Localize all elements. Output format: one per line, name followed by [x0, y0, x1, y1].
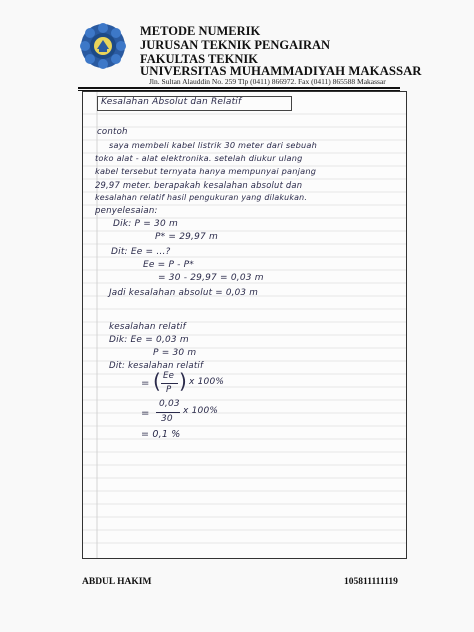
notes-line: Jadi kesalahan absolut = 0,03 m — [109, 288, 258, 298]
notes-line: P* = 29,97 m — [155, 232, 218, 242]
notes-line: contoh — [97, 127, 128, 137]
notes-line: Dit: kesalahan relatif — [109, 361, 204, 371]
notes-line: Dik: P = 30 m — [113, 219, 178, 229]
notes-line: kesalahan relatif — [109, 322, 186, 332]
notes-line: Dit: Ee = ...? — [111, 247, 171, 257]
notes-line: toko alat - alat elektronika. setelah diukur ulang — [95, 153, 303, 163]
notes-line: x 100% — [189, 377, 225, 387]
header-department: JURUSAN TEKNIK PENGAIRAN — [140, 38, 331, 52]
fraction-numerator: Ee — [163, 371, 175, 381]
notes-title: Kesalahan Absolut dan Relatif — [101, 97, 242, 107]
fraction-bar — [156, 412, 180, 413]
header-address: Jln. Sultan Alauddin No. 259 Tlp (0411) 866972. Fax (0411) 865588 Makassar — [149, 77, 386, 86]
header-university: UNIVERSITAS MUHAMMADIYAH MAKASSAR — [140, 64, 422, 78]
notes-line: kesalahan relatif hasil pengukuran yang dilakukan. — [95, 193, 308, 202]
notes-line: = 30 - 29,97 = 0,03 m — [158, 273, 264, 283]
university-logo — [79, 22, 127, 70]
author-name: ABDUL HAKIM — [82, 577, 152, 587]
header-course: METODE NUMERIK — [140, 24, 261, 38]
lined-paper — [82, 91, 407, 559]
fraction-numerator: 0,03 — [159, 399, 180, 409]
student-id: 105811111119 — [344, 577, 398, 587]
notes-line: Dik: Ee = 0,03 m — [109, 335, 189, 345]
notes-line: x 100% — [183, 406, 219, 416]
fraction-denominator: P — [166, 385, 172, 395]
header-faculty: FAKULTAS TEKNIK — [140, 52, 258, 66]
equals-sign: = — [141, 378, 150, 389]
notes-line: kabel tersebut ternyata hanya mempunyai panjang — [95, 166, 317, 176]
equals-sign: = — [141, 408, 150, 419]
fraction-bar — [161, 383, 178, 384]
header-rule-thick — [78, 87, 400, 89]
notes-line: P = 30 m — [153, 348, 197, 358]
paren-close: ) — [179, 369, 188, 393]
paren-open: ( — [153, 369, 162, 393]
notes-line: = 0,1 % — [141, 429, 181, 440]
notes-line: 29,97 meter. berapakah kesalahan absolut dan — [95, 180, 303, 190]
notes-line: Ee = P - P* — [143, 260, 195, 270]
fraction-denominator: 30 — [161, 414, 173, 424]
notes-line: penyelesaian: — [95, 206, 158, 216]
notes-line: saya membeli kabel listrik 30 meter dari sebuah — [109, 140, 318, 150]
